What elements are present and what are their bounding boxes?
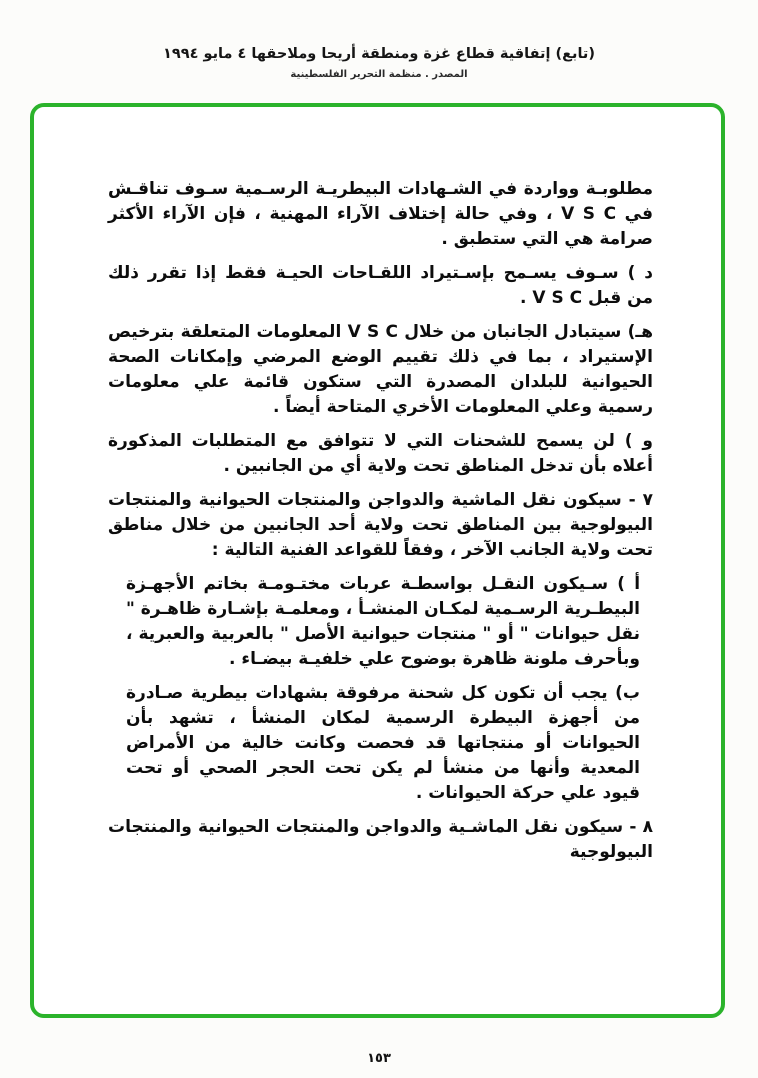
paragraph-text: سـوف يسـمح بإسـتيراد اللقـاحات الحيـة فقط إذا تقرر ذلك من قبل V S C . [108, 263, 653, 308]
list-item-ha [108, 320, 653, 420]
document-frame [30, 103, 725, 1018]
page-number: ١٥٣ [367, 1051, 391, 1066]
list-marker: هـ) [627, 322, 654, 342]
page-header [0, 46, 758, 80]
paragraph-text: لن يسمح للشحنات التي لا تتوافق مع المتطلبات المذكورة أعلاه بأن تدخل المناطق تحت ولاية أي من الجانبين . [108, 431, 653, 476]
list-marker: ب) [615, 683, 640, 703]
paragraph-text: سيتبادل الجانبان من خلال V S C المعلومات المتعلقة بترخيص الإستيراد ، بما في ذلك تقييم الوضع المرضي وإمكانات الصحة الحيوانية للبلدان المصدرة التي ستكون قائمة علي معلومات رسمية وعلي المعلومات الأخري المتاحة أيضاً . [108, 322, 653, 417]
document-title: (تابع) إتفاقية قطاع غزة ومنطقة أريحا وملاحقها ٤ مايو ١٩٩٤ [163, 46, 595, 62]
numbered-item-8 [108, 815, 653, 865]
sub-item-alef [126, 572, 640, 672]
list-marker: و ) [624, 431, 654, 451]
paragraph-text: سيكون نقل الماشية والدواجن والمنتجات الحيوانية والمنتجات البيولوجية بين المناطق تحت ولاية أحد الجانبين من خلال مناطق تحت ولاية الجانب الآخر ، وفقاً للقواعد الفنية التالية : [108, 490, 653, 560]
paragraph-text: يجب أن تكون كل شحنة مرفوقة بشهادات بيطرية صـادرة من أجهزة البيطرة الرسمية لمكان المنشأ ، تشهد بأن الحيوانات أو منتجاتها قد فحصت وكانت خالية من الأمراض المعدية وأنها من منشأ لم يكن تحت الحجر الصحي أو تحت قيود علي حركة الحيوانات . [126, 683, 640, 803]
list-item-dal [108, 261, 653, 311]
list-marker: أ ) [617, 574, 641, 594]
numbered-item-7 [108, 488, 653, 563]
paragraph-text: مطلوبـة وواردة في الشـهادات البيطريـة الرسـمية سـوف تناقـش في V S C ، وفي حالة إختلاف الآراء المهنية ، فإن الآراء الأكثر صرامة هي التي ستطبق . [108, 179, 653, 249]
document-body [34, 107, 721, 865]
list-marker: د ) [627, 263, 653, 283]
paragraph-continuation [108, 177, 653, 252]
document-source: المصدر . منظمة التحرير الفلسطينية [290, 69, 468, 80]
list-marker: ٧ - [628, 490, 653, 510]
paragraph-text: سيكون نقل الماشـية والدواجن والمنتجات الحيوانية والمنتجات البيولوجية [108, 817, 653, 862]
paragraph-text: سـيكون النقـل بواسطـة عربات مختـومـة بخاتم الأجهـزة البيطـرية الرسـمية لمكـان المنشـأ ، ومعلمـة بإشـارة ظاهـرة " نقل حيوانات " أو " منتجات حيوانية الأصل " بالعربية والعبرية ، وبأحرف ملونة ظاهرة بوضوح علي خلفيـة بيضـاء . [125, 574, 640, 669]
list-marker: ٨ - [629, 817, 653, 837]
list-item-waw [108, 429, 653, 479]
sub-item-ba [126, 681, 640, 806]
